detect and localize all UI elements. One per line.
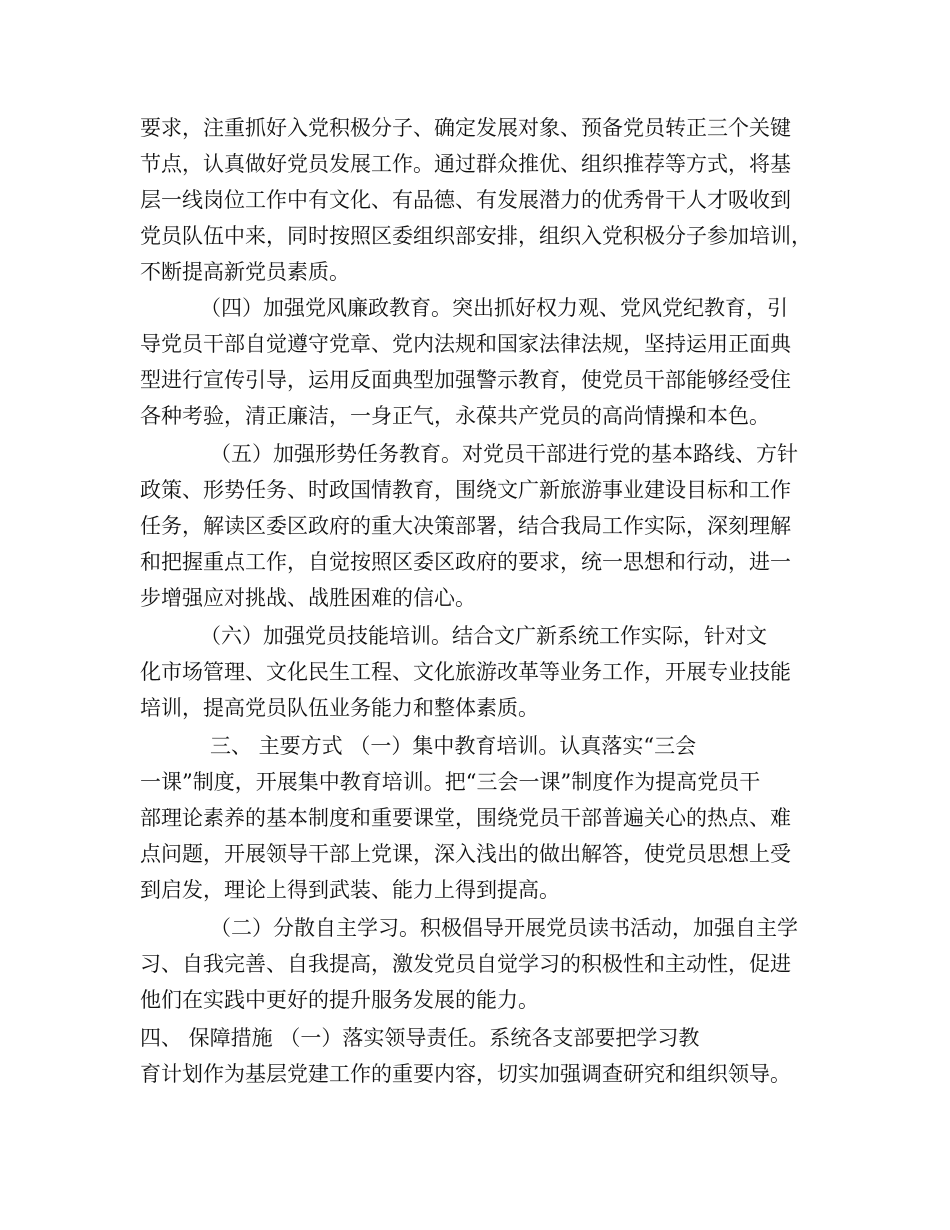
text-line: 要求，注重抓好入党积极分子、确定发展对象、预备党员转正三个关键 — [140, 116, 791, 140]
text-line: 培训，提高党员队伍业务能力和整体素质。 — [140, 696, 539, 720]
text-line: 化市场管理、文化民生工程、文化旅游改革等业务工作，开展专业技能 — [140, 660, 791, 684]
text-line: 育计划作为基层党建工作的重要内容，切实加强调查研究和组织领导。 — [140, 1062, 791, 1086]
text-line: 政策、形势任务、时政国情教育，围绕文广新旅游事业建设目标和工作 — [140, 478, 791, 502]
text-line: 点问题，开展领导干部上党课，深入浅出的做出解答，使党员思想上受 — [140, 842, 791, 866]
text-line: 不断提高新党员素质。 — [140, 260, 350, 284]
text-line: 他们在实践中更好的提升服务发展的能力。 — [140, 988, 539, 1012]
chapter-heading-line: 四、 保障措施 （一）落实领导责任。系统各支部要把学习教 — [140, 1026, 700, 1050]
section-heading-line: （二）分散自主学习。积极倡导开展党员读书活动，加强自主学 — [210, 916, 798, 940]
text-line: 习、自我完善、自我提高，激发党员自觉学习的积极性和主动性，促进 — [140, 952, 791, 976]
text-line: 和把握重点工作，自觉按照区委区政府的要求，统一思想和行动，进一 — [140, 550, 791, 574]
chapter-heading-line: 三、 主要方式 （一）集中教育培训。认真落实“三会 — [210, 734, 697, 758]
text-line: 一课”制度，开展集中教育培训。把“三会一课”制度作为提高党员干 — [140, 770, 761, 794]
text-line: 导党员干部自觉遵守党章、党内法规和国家法律法规，坚持运用正面典 — [140, 332, 791, 356]
text-line: 型进行宣传引导，运用反面典型加强警示教育，使党员干部能够经受住 — [140, 368, 791, 392]
text-line: 节点，认真做好党员发展工作。通过群众推优、组织推荐等方式，将基 — [140, 152, 791, 176]
text-line: 层一线岗位工作中有文化、有品德、有发展潜力的优秀骨干人才吸收到 — [140, 188, 791, 212]
text-line: 任务，解读区委区政府的重大决策部署，结合我局工作实际，深刻理解 — [140, 514, 791, 538]
text-line: 各种考验，清正廉洁，一身正气，永葆共产党员的高尚情操和本色。 — [140, 404, 770, 428]
text-line: 到启发，理论上得到武装、能力上得到提高。 — [140, 878, 560, 902]
text-line: 党员队伍中来，同时按照区委组织部安排，组织入党积极分子参加培训， — [140, 224, 812, 248]
text-line: 部理论素养的基本制度和重要课堂，围绕党员干部普遍关心的热点、难 — [140, 806, 791, 830]
section-heading-line: （六）加强党员技能培训。结合文广新系统工作实际，针对文 — [200, 624, 767, 648]
section-heading-line: （四）加强党风廉政教育。突出抓好权力观、党风党纪教育，引 — [200, 296, 788, 320]
text-line: 步增强应对挑战、战胜困难的信心。 — [140, 586, 476, 610]
section-heading-line: （五）加强形势任务教育。对党员干部进行党的基本路线、方针 — [210, 442, 798, 466]
